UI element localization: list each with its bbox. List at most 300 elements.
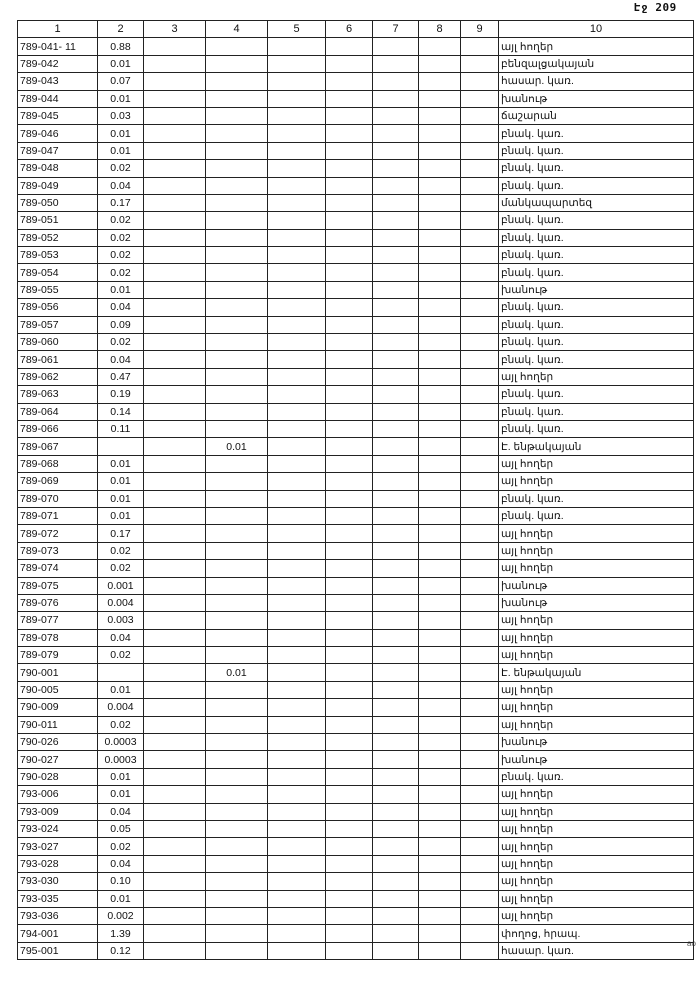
area-cell: 0.17	[98, 194, 144, 211]
empty-cell	[326, 194, 373, 211]
column-4-cell	[206, 368, 268, 385]
empty-cell	[419, 716, 461, 733]
empty-cell	[268, 942, 326, 959]
empty-cell	[268, 820, 326, 837]
land-use-cell: այլ հողեր	[499, 38, 694, 55]
empty-cell	[419, 594, 461, 611]
empty-cell	[461, 38, 499, 55]
empty-cell	[461, 751, 499, 768]
empty-cell	[419, 925, 461, 942]
parcel-code-cell: 789-069	[18, 473, 98, 490]
empty-cell	[268, 560, 326, 577]
empty-cell	[326, 55, 373, 72]
column-header: 9	[461, 21, 499, 38]
parcel-code-cell: 789-076	[18, 594, 98, 611]
empty-cell	[144, 125, 206, 142]
empty-cell	[326, 490, 373, 507]
empty-cell	[419, 664, 461, 681]
empty-cell	[461, 455, 499, 472]
land-use-cell: փողոց, հրապ.	[499, 925, 694, 942]
empty-cell	[373, 334, 419, 351]
empty-cell	[419, 734, 461, 751]
empty-cell	[419, 351, 461, 368]
empty-cell	[419, 820, 461, 837]
land-use-cell: այլ հողեր	[499, 786, 694, 803]
empty-cell	[461, 699, 499, 716]
empty-cell	[268, 247, 326, 264]
parcel-code-cell: 790-026	[18, 734, 98, 751]
empty-cell	[461, 107, 499, 124]
table-row	[18, 612, 694, 629]
empty-cell	[461, 73, 499, 90]
land-use-cell: բնակ. կառ.	[499, 403, 694, 420]
empty-cell	[326, 403, 373, 420]
empty-cell	[268, 577, 326, 594]
area-cell: 0.01	[98, 125, 144, 142]
table-row	[18, 507, 694, 524]
empty-cell	[419, 281, 461, 298]
area-cell: 0.004	[98, 594, 144, 611]
table-row	[18, 473, 694, 490]
empty-cell	[144, 386, 206, 403]
empty-cell	[419, 438, 461, 455]
empty-cell	[373, 751, 419, 768]
empty-cell	[461, 334, 499, 351]
parcel-code-cell: 789-049	[18, 177, 98, 194]
column-header: 6	[326, 21, 373, 38]
empty-cell	[326, 455, 373, 472]
empty-cell	[461, 473, 499, 490]
parcel-code-cell: 793-024	[18, 820, 98, 837]
area-cell: 0.01	[98, 490, 144, 507]
empty-cell	[268, 594, 326, 611]
area-cell: 0.01	[98, 681, 144, 698]
column-4-cell	[206, 820, 268, 837]
empty-cell	[373, 490, 419, 507]
empty-cell	[268, 386, 326, 403]
empty-cell	[144, 577, 206, 594]
empty-cell	[144, 420, 206, 437]
column-4-cell	[206, 125, 268, 142]
empty-cell	[326, 177, 373, 194]
area-cell: 0.003	[98, 612, 144, 629]
column-4-cell	[206, 594, 268, 611]
empty-cell	[144, 107, 206, 124]
empty-cell	[326, 768, 373, 785]
empty-cell	[373, 177, 419, 194]
column-4-cell	[206, 838, 268, 855]
empty-cell	[144, 247, 206, 264]
empty-cell	[326, 316, 373, 333]
land-use-cell: Է. ենթակայան	[499, 664, 694, 681]
empty-cell	[144, 490, 206, 507]
area-cell: 0.0003	[98, 751, 144, 768]
empty-cell	[268, 786, 326, 803]
header-row	[18, 21, 694, 38]
empty-cell	[419, 194, 461, 211]
area-cell: 0.01	[98, 507, 144, 524]
table-row	[18, 647, 694, 664]
parcel-code-cell: 789-046	[18, 125, 98, 142]
land-use-cell: բնակ. կառ.	[499, 490, 694, 507]
column-4-cell	[206, 560, 268, 577]
land-use-cell: հասար. կառ.	[499, 942, 694, 959]
area-cell: 0.01	[98, 473, 144, 490]
empty-cell	[373, 351, 419, 368]
empty-cell	[461, 681, 499, 698]
empty-cell	[144, 334, 206, 351]
column-4-cell	[206, 942, 268, 959]
column-4-cell	[206, 629, 268, 646]
area-cell: 0.14	[98, 403, 144, 420]
empty-cell	[144, 264, 206, 281]
empty-cell	[268, 438, 326, 455]
empty-cell	[419, 368, 461, 385]
empty-cell	[326, 160, 373, 177]
land-use-cell: այլ հողեր	[499, 542, 694, 559]
parcel-code-cell: 789-075	[18, 577, 98, 594]
empty-cell	[419, 229, 461, 246]
land-use-cell: այլ հողեր	[499, 907, 694, 924]
empty-cell	[461, 490, 499, 507]
empty-cell	[268, 229, 326, 246]
column-4-cell	[206, 455, 268, 472]
empty-cell	[144, 838, 206, 855]
column-4-cell	[206, 612, 268, 629]
column-4-cell	[206, 142, 268, 159]
empty-cell	[373, 734, 419, 751]
empty-cell	[268, 281, 326, 298]
land-use-cell: այլ հողեր	[499, 838, 694, 855]
empty-cell	[461, 612, 499, 629]
empty-cell	[326, 786, 373, 803]
area-cell: 0.01	[98, 768, 144, 785]
table-row	[18, 194, 694, 211]
empty-cell	[326, 942, 373, 959]
empty-cell	[144, 716, 206, 733]
area-cell: 0.01	[98, 786, 144, 803]
area-cell: 0.01	[98, 142, 144, 159]
table-row	[18, 403, 694, 420]
empty-cell	[268, 838, 326, 855]
column-4-cell	[206, 316, 268, 333]
empty-cell	[268, 455, 326, 472]
empty-cell	[268, 316, 326, 333]
parcel-code-cell: 789-074	[18, 560, 98, 577]
land-use-cell: Է. ենթակայան	[499, 438, 694, 455]
empty-cell	[373, 507, 419, 524]
empty-cell	[326, 647, 373, 664]
empty-cell	[461, 560, 499, 577]
empty-cell	[373, 629, 419, 646]
empty-cell	[461, 855, 499, 872]
empty-cell	[419, 386, 461, 403]
empty-cell	[373, 664, 419, 681]
land-use-cell: այլ հողեր	[499, 803, 694, 820]
land-use-cell: բնակ. կառ.	[499, 316, 694, 333]
table-row	[18, 699, 694, 716]
empty-cell	[144, 473, 206, 490]
area-cell: 0.0003	[98, 734, 144, 751]
empty-cell	[373, 420, 419, 437]
empty-cell	[326, 925, 373, 942]
empty-cell	[461, 438, 499, 455]
land-use-cell: բնակ. կառ.	[499, 351, 694, 368]
empty-cell	[373, 786, 419, 803]
parcel-code-cell: 790-001	[18, 664, 98, 681]
empty-cell	[326, 594, 373, 611]
empty-cell	[419, 38, 461, 55]
empty-cell	[326, 281, 373, 298]
empty-cell	[373, 107, 419, 124]
area-cell: 0.04	[98, 351, 144, 368]
parcel-code-cell: 789-050	[18, 194, 98, 211]
parcel-code-cell: 789-051	[18, 212, 98, 229]
table-row	[18, 751, 694, 768]
empty-cell	[461, 368, 499, 385]
empty-cell	[144, 194, 206, 211]
empty-cell	[419, 264, 461, 281]
area-cell: 0.02	[98, 160, 144, 177]
empty-cell	[268, 90, 326, 107]
land-use-cell: խանութ	[499, 734, 694, 751]
area-cell: 0.001	[98, 577, 144, 594]
table-body	[18, 38, 694, 960]
empty-cell	[268, 873, 326, 890]
table-row	[18, 768, 694, 785]
parcel-code-cell: 789-079	[18, 647, 98, 664]
empty-cell	[373, 386, 419, 403]
column-4-cell	[206, 351, 268, 368]
area-cell: 0.01	[98, 55, 144, 72]
empty-cell	[373, 160, 419, 177]
land-use-cell: այլ հողեր	[499, 699, 694, 716]
land-use-cell: այլ հողեր	[499, 560, 694, 577]
empty-cell	[461, 942, 499, 959]
empty-cell	[268, 734, 326, 751]
parcel-code-cell: 789-060	[18, 334, 98, 351]
empty-cell	[268, 351, 326, 368]
empty-cell	[373, 542, 419, 559]
empty-cell	[326, 612, 373, 629]
land-use-cell: այլ հողեր	[499, 368, 694, 385]
empty-cell	[373, 247, 419, 264]
parcel-code-cell: 793-006	[18, 786, 98, 803]
empty-cell	[461, 629, 499, 646]
table-row	[18, 316, 694, 333]
empty-cell	[419, 647, 461, 664]
parcel-code-cell: 789-077	[18, 612, 98, 629]
empty-cell	[373, 612, 419, 629]
empty-cell	[268, 542, 326, 559]
empty-cell	[326, 107, 373, 124]
empty-cell	[326, 560, 373, 577]
table-row	[18, 420, 694, 437]
parcel-code-cell: 793-036	[18, 907, 98, 924]
empty-cell	[144, 664, 206, 681]
column-4-cell	[206, 803, 268, 820]
empty-cell	[144, 55, 206, 72]
empty-cell	[144, 438, 206, 455]
empty-cell	[419, 525, 461, 542]
empty-cell	[326, 264, 373, 281]
empty-cell	[461, 873, 499, 890]
column-4-cell	[206, 107, 268, 124]
empty-cell	[268, 803, 326, 820]
empty-cell	[326, 890, 373, 907]
land-use-cell: այլ հողեր	[499, 647, 694, 664]
margin-mark: ao	[687, 939, 696, 948]
table-row	[18, 838, 694, 855]
empty-cell	[144, 699, 206, 716]
empty-cell	[144, 90, 206, 107]
land-use-cell: այլ հողեր	[499, 455, 694, 472]
column-4-cell	[206, 299, 268, 316]
column-4-cell	[206, 768, 268, 785]
empty-cell	[144, 647, 206, 664]
parcel-code-cell: 789-045	[18, 107, 98, 124]
area-cell: 0.02	[98, 264, 144, 281]
area-cell: 0.11	[98, 420, 144, 437]
empty-cell	[373, 838, 419, 855]
land-use-cell: բնակ. կառ.	[499, 768, 694, 785]
empty-cell	[461, 577, 499, 594]
empty-cell	[144, 455, 206, 472]
empty-cell	[461, 125, 499, 142]
parcel-code-cell: 790-009	[18, 699, 98, 716]
empty-cell	[326, 820, 373, 837]
empty-cell	[268, 768, 326, 785]
empty-cell	[326, 334, 373, 351]
land-use-cell: այլ հողեր	[499, 473, 694, 490]
empty-cell	[144, 612, 206, 629]
empty-cell	[461, 803, 499, 820]
empty-cell	[144, 38, 206, 55]
area-cell	[98, 438, 144, 455]
parcel-code-cell: 789-063	[18, 386, 98, 403]
column-4-cell	[206, 716, 268, 733]
empty-cell	[419, 907, 461, 924]
column-4-cell	[206, 507, 268, 524]
empty-cell	[268, 890, 326, 907]
empty-cell	[419, 751, 461, 768]
area-cell: 0.47	[98, 368, 144, 385]
empty-cell	[144, 73, 206, 90]
table-row	[18, 229, 694, 246]
empty-cell	[373, 212, 419, 229]
empty-cell	[268, 125, 326, 142]
column-4-cell	[206, 925, 268, 942]
empty-cell	[144, 907, 206, 924]
land-use-cell: բենզալցակայան	[499, 55, 694, 72]
empty-cell	[419, 455, 461, 472]
parcel-code-cell: 794-001	[18, 925, 98, 942]
empty-cell	[419, 247, 461, 264]
empty-cell	[144, 299, 206, 316]
empty-cell	[373, 873, 419, 890]
table-row	[18, 490, 694, 507]
area-cell: 0.02	[98, 838, 144, 855]
empty-cell	[461, 925, 499, 942]
empty-cell	[268, 38, 326, 55]
column-4-cell	[206, 420, 268, 437]
parcel-code-cell: 789-056	[18, 299, 98, 316]
area-cell: 0.07	[98, 73, 144, 90]
empty-cell	[461, 281, 499, 298]
empty-cell	[461, 386, 499, 403]
empty-cell	[144, 820, 206, 837]
empty-cell	[144, 507, 206, 524]
empty-cell	[268, 142, 326, 159]
parcel-code-cell: 789-052	[18, 229, 98, 246]
column-4-cell	[206, 473, 268, 490]
empty-cell	[461, 351, 499, 368]
empty-cell	[326, 386, 373, 403]
area-cell: 0.01	[98, 455, 144, 472]
land-use-cell: բնակ. կառ.	[499, 247, 694, 264]
column-4-cell	[206, 734, 268, 751]
empty-cell	[144, 681, 206, 698]
empty-cell	[326, 681, 373, 698]
area-cell: 0.02	[98, 542, 144, 559]
column-header: 7	[373, 21, 419, 38]
empty-cell	[268, 855, 326, 872]
empty-cell	[268, 473, 326, 490]
empty-cell	[268, 420, 326, 437]
area-cell: 0.05	[98, 820, 144, 837]
empty-cell	[268, 612, 326, 629]
empty-cell	[461, 890, 499, 907]
parcel-code-cell: 795-001	[18, 942, 98, 959]
parcel-code-cell: 789-044	[18, 90, 98, 107]
empty-cell	[144, 351, 206, 368]
table-row	[18, 734, 694, 751]
column-4-cell	[206, 160, 268, 177]
table-row	[18, 786, 694, 803]
empty-cell	[373, 907, 419, 924]
empty-cell	[461, 786, 499, 803]
table-row	[18, 212, 694, 229]
empty-cell	[373, 577, 419, 594]
empty-cell	[373, 716, 419, 733]
empty-cell	[461, 820, 499, 837]
column-4-cell	[206, 855, 268, 872]
empty-cell	[326, 629, 373, 646]
empty-cell	[144, 873, 206, 890]
table-row	[18, 716, 694, 733]
empty-cell	[461, 177, 499, 194]
empty-cell	[419, 490, 461, 507]
empty-cell	[373, 890, 419, 907]
empty-cell	[419, 612, 461, 629]
table-row	[18, 681, 694, 698]
column-4-cell	[206, 55, 268, 72]
table-row	[18, 264, 694, 281]
land-use-cell: բնակ. կառ.	[499, 386, 694, 403]
table-row	[18, 438, 694, 455]
empty-cell	[326, 38, 373, 55]
column-4-cell	[206, 577, 268, 594]
column-4-cell: 0.01	[206, 664, 268, 681]
column-4-cell	[206, 247, 268, 264]
empty-cell	[419, 768, 461, 785]
empty-cell	[144, 368, 206, 385]
parcel-code-cell: 789-057	[18, 316, 98, 333]
empty-cell	[373, 560, 419, 577]
empty-cell	[144, 594, 206, 611]
column-4-cell	[206, 73, 268, 90]
area-cell: 0.04	[98, 177, 144, 194]
